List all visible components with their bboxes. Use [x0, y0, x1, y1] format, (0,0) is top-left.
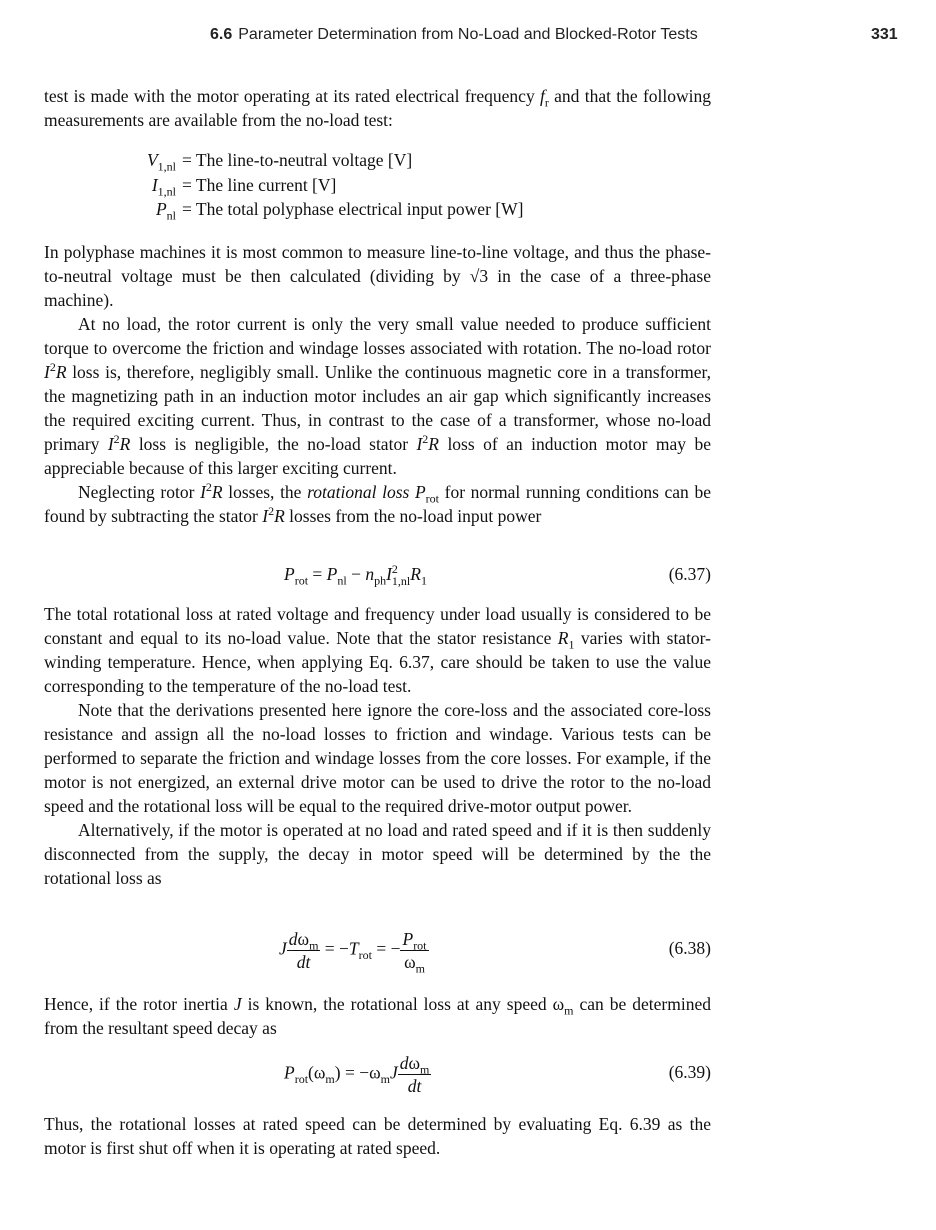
section-title: Parameter Determination from No-Load and Blocked-Rotor Tests	[238, 26, 698, 43]
equation-6-38-body: J $\frac{d\omega_m}{dt}$ = $-T_{rot}$ = − $\frac{P_{rot}}{\omega_m}$	[279, 929, 427, 976]
equation-6-37-body: $P_{rot} = P_{nl} - n_{ph}I^2_{1,nl}R_1$	[284, 562, 427, 588]
definition-power: $P_{nl}$ = The total polyphase electrical input power [W]	[155, 199, 524, 223]
equation-6-39-body: $P_{rot}(\omega_m) = -\omega_mJ$ $\frac{d\omega_m}{dt}$	[284, 1053, 430, 1096]
equation-6-38	[44, 924, 711, 980]
paragraph-inertia: Hence, if the rotor inertia J is known, the rotational loss at any speed $\omega_m$ can be determined from the resultant speed decay as	[44, 994, 711, 1038]
equation-6-37	[44, 564, 711, 594]
definition-voltage: $V_{1,nl}$ = The line-to-neutral voltage [V]	[146, 150, 413, 174]
paragraph-line-voltage: In polyphase machines it is most common to measure line-to-line voltage, and thus the phase-to-neutral voltage must be then calculated (dividing by √3 in the case of a three-phase machine).	[44, 242, 711, 310]
section-number: 6.6	[210, 26, 233, 43]
definition-current: $I_{1,nl}$ = The line current [V]	[151, 174, 337, 198]
paragraph-conclusion: Thus, the rotational losses at rated speed can be determined by evaluating Eq. 6.39 as the motor is first shut off when it is operating at rated speed.	[44, 1114, 711, 1158]
running-header	[0, 26, 936, 48]
definition-list	[44, 148, 711, 222]
section-heading	[210, 26, 698, 44]
page-number: 331	[871, 26, 898, 43]
intro-paragraph: test is made with the motor operating at its rated electrical frequency $f_r$ and that the following measurements are available from the no-load test:	[44, 86, 711, 130]
equation-number: (6.38)	[668, 938, 711, 958]
equation-number: (6.37)	[668, 564, 711, 584]
equation-6-39	[44, 1048, 711, 1104]
paragraph-rotational-loss: The total rotational loss at rated voltage and frequency under load usually is considered to be constant and equal to its no-load value. Note that the stator resistance $R_1$ varies with stator-winding temperature. Hence, when applying Eq. 6.37, care should be taken to use the value corresponding to the temperature of the no-load test. Note that the derivations presented here ignore the core-loss and the associated core-loss resistance and assign all the no-load losses to friction and windage. Various tests can be performed to separate the friction and windage losses from the core losses. For example, if the motor is not energized, an external drive motor can be used to drive the rotor to the no-load speed and the rotational loss will be equal to the required drive-motor output power. Alternatively, if the motor is operated at no load and rated speed and if it is then suddenly disconnected from the supply, the decay in motor speed will be determined by the the rotational loss as	[44, 604, 711, 888]
equation-number: (6.39)	[668, 1062, 711, 1082]
paragraph-no-load: At no load, the rotor current is only the very small value needed to produce sufficient torque to overcome the friction and windage losses associated with rotation. The no-load rotor $I^2R$ loss is, therefore, negligibly small. Unlike the continuous magnetic core in a transformer, the magnetizing path in an induction motor includes an air gap which significantly increases the required exciting current. Thus, in contrast to the case of a transformer, whose no-load primary $I^2R$ loss is negligible, the no-load stator $I^2R$ loss of an induction motor may be appreciable because of this larger exciting current. Neglecting rotor $I^2R$ losses, the rotational loss $P_{rot}$ for normal running conditions can be found by subtracting the stator $I^2R$ losses from the no-load input power	[44, 314, 711, 526]
